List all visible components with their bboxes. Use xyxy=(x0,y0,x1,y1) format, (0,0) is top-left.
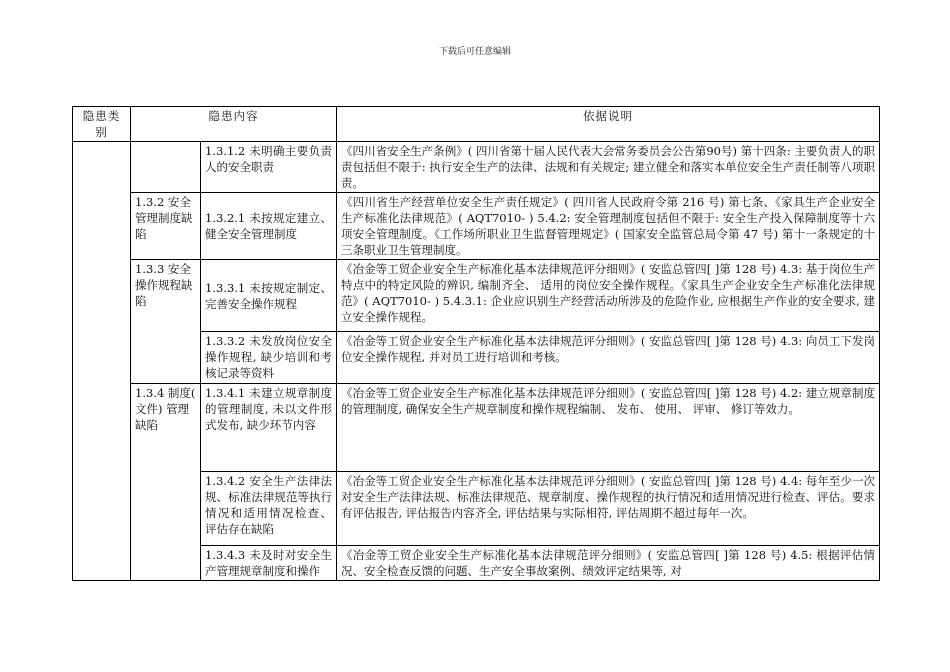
table-row xyxy=(73,193,880,260)
item-cell: 1.3.3.1 未按规定制定、完善安全操作规程 xyxy=(201,260,337,332)
basis-cell: 《冶金等工贸企业安全生产标准化基本法律规范评分细则》( 安监总管四[ ]第 128 号) 4.4: 每年至少一次对安全生产法律法规、标准法律规范、规章制度、操作规程的执行情况和适用情况进行检查、评估。要求有评估报告, 评估报告内容齐全, 评估结果与实际相符, 评估周期不超过每年一次。 xyxy=(337,472,880,546)
table-row xyxy=(73,260,880,332)
header-basis: 依据说明 xyxy=(337,107,880,142)
category-cell xyxy=(73,142,131,581)
basis-cell: 《冶金等工贸企业安全生产标准化基本法律规范评分细则》( 安监总管四[ ]第 128 号) 4.3: 基于岗位生产特点中的特定风险的辨识, 编制齐全、 适用的岗位安全操作规程。《家具生产企业安全生产标准化法律规范》( AQT7010- ) 5.4.3.1: 企业应识别生产经营活动所涉及的危险作业, 应根据生产作业的安全要求, 建立安全操作规程。 xyxy=(337,260,880,332)
table-header-row xyxy=(73,107,880,142)
item-cell: 1.3.4.3 未及时对安全生产管理规章制度和操作 xyxy=(201,546,337,581)
basis-cell: 《冶金等工贸企业安全生产标准化基本法律规范评分细则》( 安监总管四[ ]第 128 号) 4.5: 根据评估情况、安全检查反馈的问题、生产安全事故案例、绩效评定结果等, 对 xyxy=(337,546,880,581)
table-row xyxy=(73,384,880,472)
subcategory-cell: 1.3.2 安全管理制度缺陷 xyxy=(131,193,201,260)
item-cell: 1.3.3.2 未发放岗位安全操作规程, 缺少培训和考核记录等资料 xyxy=(201,332,337,384)
subcategory-cell: 1.3.4 制度( 文件) 管理缺陷 xyxy=(131,384,201,581)
item-cell: 1.3.4.1 未建立规章制度的管理制度, 未以文件形式发布, 缺少环节内容 xyxy=(201,384,337,472)
subcategory-cell xyxy=(131,142,201,193)
header-category: 隐患类别 xyxy=(73,107,131,142)
basis-cell: 《四川省安全生产条例》( 四川省第十届人民代表大会常务委员会公告第90号) 第十四条: 主要负责人的职责包括但不限于: 执行安全生产的法律、法规和有关规定; 建立健全和落实本单位安全生产责任制等八项职责。 xyxy=(337,142,880,193)
table-row xyxy=(73,142,880,193)
item-cell: 1.3.1.2 未明确主要负责人的安全职责 xyxy=(201,142,337,193)
header-content: 隐患内容 xyxy=(131,107,337,142)
subcategory-cell: 1.3.3 安全操作规程缺陷 xyxy=(131,260,201,384)
page-header: 下载后可任意编辑 xyxy=(438,47,511,57)
hazard-table xyxy=(72,106,880,581)
item-cell: 1.3.4.2 安全生产法律法规、标准法律规范等执行情况和适用情况检查、 评估存在缺陷 xyxy=(201,472,337,546)
basis-cell: 《四川省生产经营单位安全生产责任规定》( 四川省人民政府令第 216 号) 第七条、《家具生产企业安全生产标准化法律规范》( AQT7010- ) 5.4.2: 安全管理制度包括但不限于: 安全生产投入保障制度等十六项安全管理制度。《工作场所职业卫生监督管理规定》( 国家安全监管总局令第 47 号) 第十一条规定的十三条职业卫生管理制度。 xyxy=(337,193,880,260)
basis-cell: 《冶金等工贸企业安全生产标准化基本法律规范评分细则》( 安监总管四[ ]第 128 号) 4.3: 向员工下发岗位安全操作规程, 并对员工进行培训和考核。 xyxy=(337,332,880,384)
basis-cell: 《冶金等工贸企业安全生产标准化基本法律规范评分细则》( 安监总管四[ ]第 128 号) 4.2: 建立规章制度的管理制度, 确保安全生产规章制度和操作规程编制、 发布、 使用、 评审、 修订等效力。 xyxy=(337,384,880,472)
item-cell: 1.3.2.1 未按规定建立、健全安全管理制度 xyxy=(201,193,337,260)
